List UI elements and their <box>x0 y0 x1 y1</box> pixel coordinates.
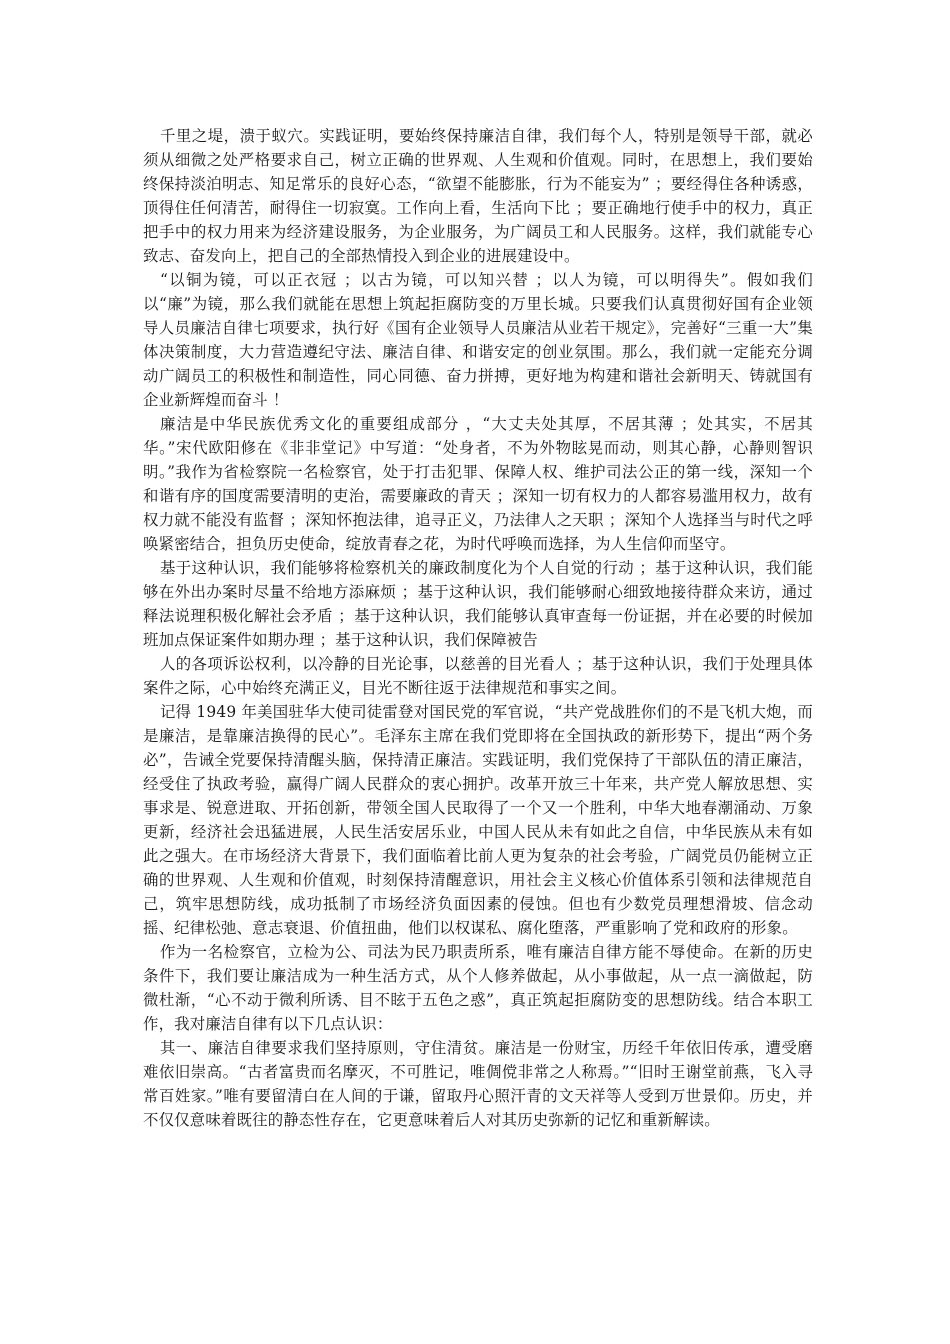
paragraph-2: “以铜为镜，可以正衣冠 ；以古为镜，可以知兴替 ；以人为镜，可以明得失”。假如我们以“廉”为镜，那么我们就能在思想上筑起拒腐防变的万里长城。只要我们认真贯彻好国有企业领导人员廉洁自律七项要求，执行好《国有企业领导人员廉洁从业若干规定》，完善好“三重一大”集体决策制度，大力营造遵纪守法、廉洁自律、和谐安定的创业氛围。那么，我们就一定能充分调动广阔员工的积极性和制造性，同心同德、奋力拼搏，更好地为构建和谐社会新明天、铸就国有企业新辉煌而奋斗 ！ <box>143 271 813 409</box>
paragraph-6: 记得 1949 年美国驻华大使司徒雷登对国民党的军官说，“共产党战胜你们的不是飞机大炮，而是廉洁，是靠廉洁换得的民心”。毛泽东主席在我们党即将在全国执政的新形势下，提出“两个务必”，告诫全党要保持清醒头脑，保持清正廉洁。实践证明，我们党保持了干部队伍的清正廉洁，经受住了执政考验，赢得广阔人民群众的衷心拥护。改革开放三十年来，共产党人解放思想、实事求是、锐意进取、开拓创新，带领全国人民取得了一个又一个胜利，中华大地春潮涌动、万象更新，经济社会迅猛进展，人民生活安居乐业，中国人民从未有如此之自信，中华民族从未有如此之强大。在市场经济大背景下，我们面临着比前人更为复杂的社会考验，广阔党员仍能树立正确的世界观、人生观和价值观，时刻保持清醒意识，用社会主义核心价值体系引领和法律规范自己，筑牢思想防线，成功抵制了市场经济负面因素的侵蚀。但也有少数党员理想滑坡、信念动摇、纪律松弛、意志衰退、价值扭曲，他们以权谋私、腐化堕落，严重影响了党和政府的形象。 <box>143 703 813 937</box>
paragraph-7: 作为一名检察官，立检为公、司法为民乃职责所系，唯有廉洁自律方能不辱使命。在新的历史条件下，我们要让廉洁成为一种生活方式，从个人修养做起，从小事做起，从一点一滴做起，防微杜渐，“心不动于微利所诱、目不眩于五色之惑”，真正筑起拒腐防变的思想防线。结合本职工作，我对廉洁自律有以下几点认识： <box>143 943 813 1033</box>
paragraph-1: 千里之堤，溃于蚁穴。实践证明，要始终保持廉洁自律，我们每个人，特别是领导干部，就必须从细微之处严格要求自己，树立正确的世界观、人生观和价值观。同时，在思想上，我们要始终保持淡泊明志、知足常乐的良好心态，“欲望不能膨胀，行为不能妄为” ；要经得住各种诱惑，顶得住任何清苦，耐得住一切寂寞。工作向上看，生活向下比 ；要正确地行使手中的权力，真正把手中的权力用来为经济建设服务，为企业服务，为广阔员工和人民服务。这样，我们就能专心致志、奋发向上，把自己的全部热情投入到企业的进展建设中。 <box>143 127 813 265</box>
paragraph-3: 廉洁是中华民族优秀文化的重要组成部分 ，“大丈夫处其厚，不居其薄 ；处其实，不居其华。”宋代欧阳修在《非非堂记》中写道：“处身者，不为外物眩晃而动，则其心静，心静则智识明。”我作为省检察院一名检察官，处于打击犯罪、保障人权、维护司法公正的第一线，深知一个和谐有序的国度需要清明的吏治，需要廉政的青天 ；深知一切有权力的人都容易滥用权力，故有权力就不能没有监督 ；深知怀抱法律，追寻正义，乃法律人之天职 ；深知个人选择当与时代之呼唤紧密结合，担负历史使命，绽放青春之花，为时代呼唤而选择，为人生信仰而坚守。 <box>143 415 813 553</box>
paragraph-5: 人的各项诉讼权利，以冷静的目光论事，以慈善的目光看人 ；基于这种认识，我们于处理具体案件之际，心中始终充满正义，目光不断往返于法律规范和事实之间。 <box>143 655 813 697</box>
paragraph-4: 基于这种认识，我们能够将检察机关的廉政制度化为个人自觉的行动 ；基于这种认识，我们能够在外出办案时尽量不给地方添麻烦 ；基于这种认识，我们能够耐心细致地接待群众来访，通过释法说理积极化解社会矛盾 ；基于这种认识，我们能够认真审查每一份证据，并在必要的时候加班加点保证案件如期办理 ；基于这种认识，我们保障被告 <box>143 559 813 649</box>
document-body <box>143 124 813 1132</box>
paragraph-8: 其一、廉洁自律要求我们坚持原则，守住清贫。廉洁是一份财宝，历经千年依旧传承，遭受磨难依旧崇高。“古者富贵而名摩灭，不可胜记，唯倜傥非常之人称焉。”“旧时王谢堂前燕，飞入寻常百姓家。”唯有要留清白在人间的于谦，留取丹心照汗青的文天祥等人受到万世景仰。历史，并不仅仅意味着既往的静态性存在，它更意味着后人对其历史弥新的记忆和重新解读。 <box>143 1039 813 1129</box>
